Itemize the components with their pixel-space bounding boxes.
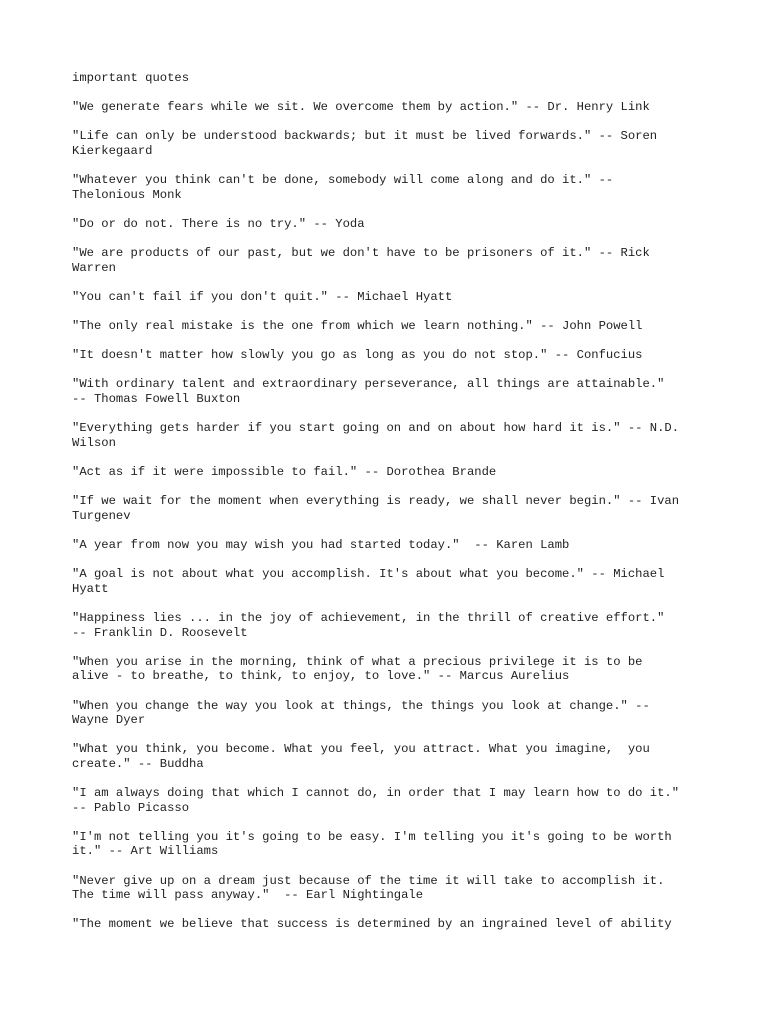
quote-paragraph xyxy=(72,655,702,684)
quote-line: Warren xyxy=(72,260,116,275)
quote-line: -- Thomas Fowell Buxton xyxy=(72,392,241,407)
quote-line: "I am always doing that which I cannot do, in order that I may learn how to do it." xyxy=(72,786,680,801)
quote-line: "A year from now you may wish you had started today." -- Karen Lamb xyxy=(72,538,570,552)
quote-line: Kierkegaard xyxy=(72,143,153,158)
quote-line: "I'm not telling you it's going to be easy. I'm telling you it's going to be worth xyxy=(72,829,672,844)
quote-line: "Whatever you think can't be done, somebody will come along and do it." -- xyxy=(72,173,614,188)
quote-paragraph xyxy=(72,742,702,771)
quote-line: "A goal is not about what you accomplish. It's about what you become." -- Michael xyxy=(72,567,665,582)
quote-line: "Happiness lies ... in the joy of achievement, in the thrill of creative effort." xyxy=(72,610,665,625)
quote-line: "Never give up on a dream just because of the time it will take to accomplish it. xyxy=(72,873,665,888)
quote-paragraph xyxy=(72,348,702,363)
quote-paragraph xyxy=(72,100,702,115)
quote-paragraph xyxy=(72,246,702,275)
quote-line: "What you think, you become. What you feel, you attract. What you imagine, you xyxy=(72,742,650,757)
quote-line: Wilson xyxy=(72,435,116,450)
quote-paragraph xyxy=(72,567,702,596)
quote-line: Wayne Dyer xyxy=(72,713,146,728)
quote-line: Thelonious Monk xyxy=(72,187,182,202)
quote-paragraph xyxy=(72,874,702,903)
quote-paragraph xyxy=(72,494,702,523)
quote-paragraph xyxy=(72,377,702,406)
quote-line: "When you arise in the morning, think of what a precious privilege it is to be xyxy=(72,654,643,669)
quote-paragraph xyxy=(72,699,702,728)
quote-paragraph xyxy=(72,611,702,640)
quote-line: -- Franklin D. Roosevelt xyxy=(72,625,248,640)
quote-line: "The moment we believe that success is determined by an ingrained level of ability xyxy=(72,917,672,932)
quote-paragraph xyxy=(72,173,702,202)
quote-line: "Do or do not. There is no try." -- Yoda xyxy=(72,216,365,231)
quote-line: "We generate fears while we sit. We overcome them by action." -- Dr. Henry Link xyxy=(72,100,650,115)
quote-line: "Act as if it were impossible to fail." -- Dorothea Brande xyxy=(72,465,497,480)
quote-line: "You can't fail if you don't quit." -- Michael Hyatt xyxy=(72,289,453,304)
quote-paragraph xyxy=(72,217,702,232)
quote-line: "We are products of our past, but we don't have to be prisoners of it." -- Rick xyxy=(72,246,650,261)
quote-line: "If we wait for the moment when everything is ready, we shall never begin." -- Ivan xyxy=(72,494,680,509)
quote-paragraph xyxy=(72,319,702,334)
quote-line: alive - to breathe, to think, to enjoy, to love." -- Marcus Aurelius xyxy=(72,669,570,684)
document-title: important quotes xyxy=(72,71,190,85)
document-page xyxy=(72,71,702,947)
quote-line: "With ordinary talent and extraordinary perseverance, all things are attainable." xyxy=(72,377,665,392)
quote-line: Turgenev xyxy=(72,508,131,523)
quote-line: "Life can only be understood backwards; but it must be lived forwards." -- Soren xyxy=(72,129,658,144)
quote-line: Hyatt xyxy=(72,581,109,596)
quote-paragraph xyxy=(72,421,702,450)
quote-line: "It doesn't matter how slowly you go as long as you do not stop." -- Confucius xyxy=(72,348,643,363)
quote-paragraph xyxy=(72,538,702,553)
quote-paragraph xyxy=(72,465,702,480)
quote-paragraph xyxy=(72,830,702,859)
quote-paragraph xyxy=(72,290,702,305)
quote-list xyxy=(72,100,702,932)
quote-paragraph xyxy=(72,786,702,815)
quote-line: it." -- Art Williams xyxy=(72,844,219,859)
quote-line: "Everything gets harder if you start going on and on about how hard it is." -- N.D. xyxy=(72,421,680,436)
quote-line: "The only real mistake is the one from which we learn nothing." -- John Powell xyxy=(72,319,643,334)
quote-line: -- Pablo Picasso xyxy=(72,800,190,815)
quote-paragraph xyxy=(72,129,702,158)
quote-line: create." -- Buddha xyxy=(72,756,204,771)
quote-line: The time will pass anyway." -- Earl Nightingale xyxy=(72,888,424,903)
quote-paragraph xyxy=(72,917,702,932)
quote-line: "When you change the way you look at things, the things you look at change." -- xyxy=(72,698,650,713)
